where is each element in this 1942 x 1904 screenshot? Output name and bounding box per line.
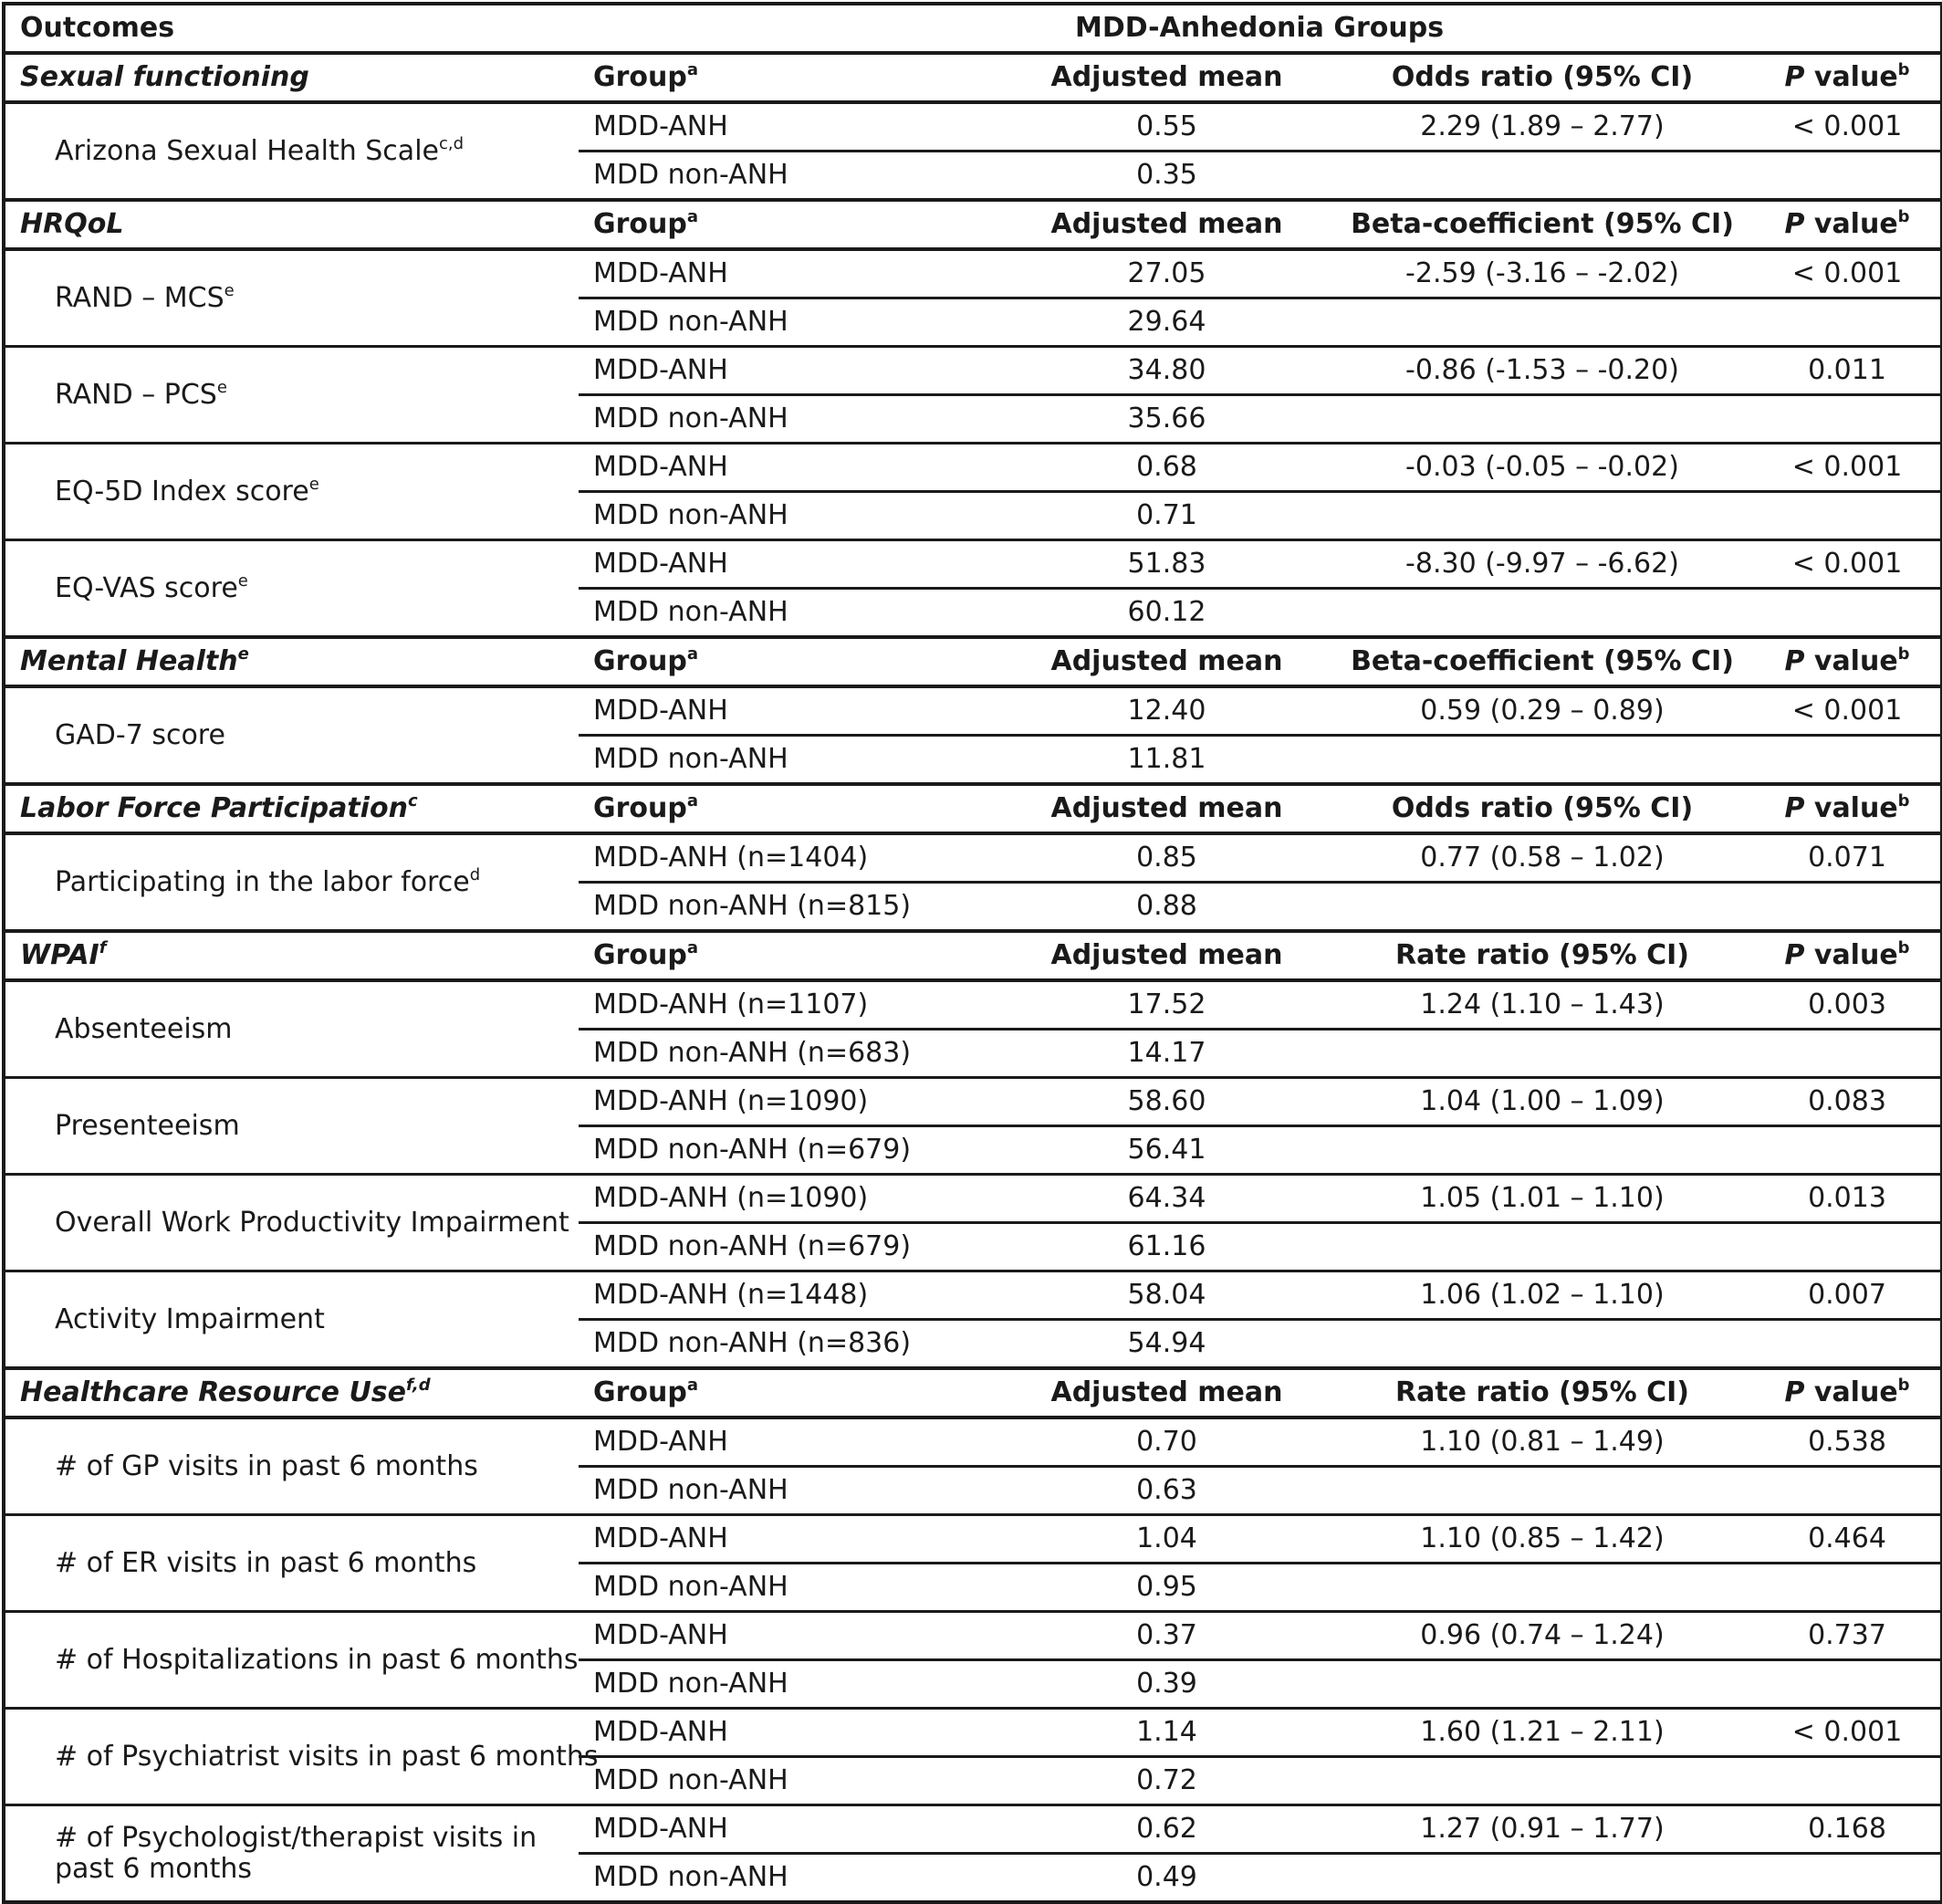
p-value-cell: 0.737 xyxy=(1754,1612,1942,1660)
outcome-label xyxy=(4,1271,579,1369)
p-value-cell xyxy=(1754,1320,1942,1369)
group-cell: MDD-ANH xyxy=(593,695,728,727)
p-value-header-text: value xyxy=(1804,1376,1898,1408)
adjusted-mean-cell: 0.88 xyxy=(1003,883,1331,932)
results-table xyxy=(2,2,1942,1904)
outcome-label-text: Arizona Sexual Health Scale xyxy=(55,134,439,167)
group-column-header xyxy=(579,53,1003,102)
outcome-footnote-marker: e xyxy=(216,377,227,397)
statistic-header: Odds ratio (95% CI) xyxy=(1331,53,1754,102)
adjusted-mean-cell: 58.60 xyxy=(1003,1078,1331,1126)
outcome-label xyxy=(4,444,579,540)
statistic-cell: 0.59 (0.29 – 0.89) xyxy=(1420,695,1665,727)
p-value-cell xyxy=(1754,1660,1942,1709)
outcome-label-text: Overall Work Productivity Impairment xyxy=(55,1206,569,1239)
outcome-label xyxy=(4,249,579,347)
group-cell: MDD-ANH (n=1090) xyxy=(579,1078,1003,1126)
adjusted-mean-cell: 1.04 xyxy=(1003,1515,1331,1564)
group-header-text: Group xyxy=(593,208,687,240)
statistic-header: Rate ratio (95% CI) xyxy=(1331,1368,1754,1418)
p-value-cell xyxy=(1754,589,1942,638)
group-cell: MDD non-ANH xyxy=(579,492,1003,540)
adjusted-mean-cell: 14.17 xyxy=(1003,1030,1331,1078)
group-cell: MDD non-ANH xyxy=(579,1757,1003,1805)
statistic-cell: -2.59 (-3.16 – -2.02) xyxy=(1405,257,1679,289)
table-row xyxy=(4,102,1942,152)
table-row xyxy=(4,1078,1942,1126)
p-value-cell: 0.464 xyxy=(1754,1515,1942,1564)
outcome-label xyxy=(4,1612,579,1709)
outcome-footnote-marker: c,d xyxy=(438,133,465,153)
p-value-cell xyxy=(1754,1030,1942,1078)
group-cell: MDD non-ANH (n=836) xyxy=(579,1320,1003,1369)
p-value-header xyxy=(1754,53,1942,102)
statistic-cell xyxy=(1331,1223,1754,1271)
group-cell: MDD non-ANH xyxy=(579,1660,1003,1709)
statistic-cell xyxy=(1331,1030,1754,1078)
adjusted-mean-cell: 0.95 xyxy=(1003,1564,1331,1612)
outcome-label xyxy=(4,1805,579,1903)
p-value-cell: 0.011 xyxy=(1754,347,1942,395)
p-value-header xyxy=(1754,931,1942,980)
group-column-header xyxy=(579,931,1003,980)
p-value-header-text: value xyxy=(1804,61,1898,93)
adjusted-mean-header: Adjusted mean xyxy=(1003,53,1331,102)
section-header-row xyxy=(4,1368,1942,1418)
table-row xyxy=(4,833,1942,883)
table-row xyxy=(4,1805,1942,1854)
outcome-label-text: EQ-VAS score xyxy=(55,571,238,604)
p-value-cell: < 0.001 xyxy=(1791,257,1903,289)
outcome-label-text: Absenteeism xyxy=(55,1012,233,1045)
group-footnote-marker: a xyxy=(686,1376,699,1395)
p-value-header xyxy=(1754,784,1942,833)
table-row xyxy=(4,347,1942,395)
adjusted-mean-cell: 58.04 xyxy=(1003,1271,1331,1320)
adjusted-mean-cell: 0.63 xyxy=(1003,1467,1331,1515)
outcome-label-text: EQ-5D Index score xyxy=(55,475,309,507)
statistic-cell xyxy=(1331,1660,1754,1709)
group-cell: MDD-ANH (n=1090) xyxy=(579,1175,1003,1223)
outcome-label xyxy=(4,686,579,784)
adjusted-mean-cell: 35.66 xyxy=(1003,395,1331,444)
group-header-text: Group xyxy=(593,61,687,93)
adjusted-mean-cell: 11.81 xyxy=(1003,736,1331,785)
p-value-header-p: P xyxy=(1784,939,1805,971)
adjusted-mean-cell: 0.62 xyxy=(1003,1805,1331,1854)
statistic-cell xyxy=(1331,1126,1754,1175)
adjusted-mean-header: Adjusted mean xyxy=(1003,637,1331,686)
outcome-label xyxy=(4,1418,579,1515)
p-value-footnote-marker: b xyxy=(1897,791,1910,811)
group-cell: MDD-ANH xyxy=(579,347,1003,395)
p-value-cell: 0.071 xyxy=(1808,842,1886,874)
outcome-label xyxy=(4,1515,579,1612)
p-value-header-text: value xyxy=(1804,792,1898,824)
outcomes-header: Outcomes xyxy=(20,12,175,44)
p-value-cell xyxy=(1754,152,1942,201)
p-value-cell xyxy=(1754,736,1942,785)
p-value-header-p: P xyxy=(1784,645,1805,677)
adjusted-mean-cell: 64.34 xyxy=(1003,1175,1331,1223)
p-value-cell: 0.003 xyxy=(1808,989,1886,1020)
group-cell: MDD non-ANH (n=679) xyxy=(579,1223,1003,1271)
group-cell: MDD-ANH xyxy=(579,1612,1003,1660)
p-value-footnote-marker: b xyxy=(1897,644,1910,664)
section-title-text: Mental Health xyxy=(20,645,238,677)
group-cell: MDD-ANH xyxy=(593,1426,728,1458)
p-value-cell: < 0.001 xyxy=(1754,540,1942,589)
statistic-cell: 1.06 (1.02 – 1.10) xyxy=(1331,1271,1754,1320)
table-row xyxy=(4,980,1942,1030)
statistic-cell xyxy=(1331,1564,1754,1612)
adjusted-mean-cell: 0.68 xyxy=(1003,444,1331,492)
p-value-header-p: P xyxy=(1784,61,1805,93)
outcome-label-text: Activity Impairment xyxy=(55,1302,325,1335)
section-title xyxy=(4,931,579,980)
outcome-label-text: Participating in the labor force xyxy=(55,865,470,898)
group-cell: MDD non-ANH xyxy=(579,589,1003,638)
group-cell: MDD non-ANH xyxy=(579,395,1003,444)
group-column-header xyxy=(579,200,1003,249)
table-row xyxy=(4,1271,1942,1320)
adjusted-mean-cell: 29.64 xyxy=(1003,298,1331,347)
p-value-header-text: value xyxy=(1804,645,1898,677)
p-value-cell xyxy=(1754,1564,1942,1612)
group-cell: MDD non-ANH (n=679) xyxy=(579,1126,1003,1175)
p-value-cell: 0.538 xyxy=(1808,1426,1886,1458)
statistic-cell xyxy=(1331,883,1754,932)
p-value-cell xyxy=(1754,1854,1942,1903)
adjusted-mean-cell: 0.55 xyxy=(1136,110,1197,142)
p-value-cell xyxy=(1754,1126,1942,1175)
outcome-label-text: # of Hospitalizations in past 6 months xyxy=(55,1643,579,1676)
statistic-cell: 1.24 (1.10 – 1.43) xyxy=(1420,989,1665,1020)
section-footnote-marker: c xyxy=(407,791,418,811)
adjusted-mean-cell: 0.35 xyxy=(1003,152,1331,201)
outcome-label-text: RAND – MCS xyxy=(55,281,224,314)
statistic-cell xyxy=(1331,298,1754,347)
adjusted-mean-cell: 51.83 xyxy=(1003,540,1331,589)
section-title xyxy=(4,200,579,249)
adjusted-mean-cell: 61.16 xyxy=(1003,1223,1331,1271)
adjusted-mean-cell: 0.37 xyxy=(1003,1612,1331,1660)
group-cell: MDD-ANH xyxy=(593,257,728,289)
statistic-cell xyxy=(1331,1320,1754,1369)
outcome-label-text: # of ER visits in past 6 months xyxy=(55,1546,477,1579)
adjusted-mean-cell: 0.49 xyxy=(1003,1854,1331,1903)
table-row xyxy=(4,249,1942,298)
outcome-label xyxy=(4,833,579,931)
section-title xyxy=(4,637,579,686)
p-value-cell: < 0.001 xyxy=(1791,110,1903,142)
statistic-cell: 1.05 (1.01 – 1.10) xyxy=(1331,1175,1754,1223)
section-header-row xyxy=(4,200,1942,249)
p-value-header-text: value xyxy=(1804,939,1898,971)
adjusted-mean-cell: 17.52 xyxy=(1127,989,1206,1020)
statistic-header: Rate ratio (95% CI) xyxy=(1331,931,1754,980)
group-cell: MDD-ANH (n=1404) xyxy=(593,842,869,874)
statistic-header: Beta-coefficient (95% CI) xyxy=(1331,637,1754,686)
group-cell: MDD non-ANH (n=683) xyxy=(579,1030,1003,1078)
statistic-cell: 1.04 (1.00 – 1.09) xyxy=(1331,1078,1754,1126)
p-value-header-p: P xyxy=(1784,208,1805,240)
p-value-cell: < 0.001 xyxy=(1754,1709,1942,1757)
outcome-label xyxy=(4,102,579,200)
group-cell: MDD-ANH xyxy=(579,1805,1003,1854)
table-row xyxy=(4,1612,1942,1660)
p-value-cell xyxy=(1754,492,1942,540)
p-value-cell xyxy=(1754,1757,1942,1805)
p-value-header-text: value xyxy=(1804,208,1898,240)
section-header-row xyxy=(4,637,1942,686)
p-value-cell: < 0.001 xyxy=(1754,444,1942,492)
table-row xyxy=(4,444,1942,492)
section-title-text: WPAI xyxy=(20,939,99,971)
statistic-cell xyxy=(1331,152,1754,201)
group-cell: MDD non-ANH xyxy=(579,1467,1003,1515)
p-value-footnote-marker: b xyxy=(1897,938,1910,957)
section-title xyxy=(4,53,579,102)
statistic-cell: 1.10 (0.81 – 1.49) xyxy=(1420,1426,1665,1458)
group-cell: MDD non-ANH xyxy=(579,298,1003,347)
outcome-footnote-marker: d xyxy=(469,864,481,884)
adjusted-mean-cell: 34.80 xyxy=(1003,347,1331,395)
p-value-header-p: P xyxy=(1784,1376,1805,1408)
group-cell: MDD non-ANH (n=815) xyxy=(579,883,1003,932)
section-header-row xyxy=(4,784,1942,833)
statistic-cell: 0.77 (0.58 – 1.02) xyxy=(1420,842,1665,874)
section-title-text: Sexual functioning xyxy=(20,61,309,93)
statistic-cell xyxy=(1331,492,1754,540)
outcome-label xyxy=(4,1175,579,1271)
section-title-text: Labor Force Participation xyxy=(20,792,408,824)
p-value-header-p: P xyxy=(1784,792,1805,824)
adjusted-mean-cell: 0.70 xyxy=(1136,1426,1197,1458)
group-cell: MDD-ANH xyxy=(579,1515,1003,1564)
outcome-footnote-marker: e xyxy=(308,474,319,494)
group-cell: MDD non-ANH xyxy=(579,736,1003,785)
group-cell: MDD-ANH xyxy=(579,444,1003,492)
statistic-cell: -8.30 (-9.97 – -6.62) xyxy=(1331,540,1754,589)
table-row xyxy=(4,686,1942,736)
group-footnote-marker: a xyxy=(686,938,699,957)
statistic-cell xyxy=(1331,395,1754,444)
adjusted-mean-cell: 54.94 xyxy=(1003,1320,1331,1369)
p-value-header xyxy=(1754,1368,1942,1418)
p-value-cell: 0.007 xyxy=(1754,1271,1942,1320)
group-footnote-marker: a xyxy=(686,60,699,79)
adjusted-mean-header: Adjusted mean xyxy=(1003,931,1331,980)
p-value-header xyxy=(1754,200,1942,249)
group-header-text: Group xyxy=(593,645,687,677)
adjusted-mean-cell: 1.14 xyxy=(1003,1709,1331,1757)
p-value-cell xyxy=(1754,1467,1942,1515)
statistic-cell xyxy=(1331,589,1754,638)
group-column-header xyxy=(579,637,1003,686)
group-footnote-marker: a xyxy=(686,207,699,226)
adjusted-mean-header: Adjusted mean xyxy=(1003,200,1331,249)
p-value-cell xyxy=(1754,395,1942,444)
group-cell: MDD non-ANH xyxy=(579,152,1003,201)
outcome-label xyxy=(4,540,579,638)
outcome-label-text: Presenteeism xyxy=(55,1109,240,1142)
adjusted-mean-header: Adjusted mean xyxy=(1003,784,1331,833)
table-row xyxy=(4,540,1942,589)
table-row xyxy=(4,1515,1942,1564)
section-header-row xyxy=(4,931,1942,980)
group-footnote-marker: a xyxy=(686,644,699,664)
statistic-header: Odds ratio (95% CI) xyxy=(1331,784,1754,833)
statistic-cell: 1.27 (0.91 – 1.77) xyxy=(1331,1805,1754,1854)
group-cell: MDD-ANH (n=1107) xyxy=(593,989,869,1020)
group-column-header xyxy=(579,784,1003,833)
p-value-cell: 0.083 xyxy=(1754,1078,1942,1126)
adjusted-mean-cell: 60.12 xyxy=(1003,589,1331,638)
p-value-footnote-marker: b xyxy=(1897,1376,1910,1395)
outcome-footnote-marker: e xyxy=(237,570,248,591)
outcome-footnote-marker: e xyxy=(224,280,235,300)
p-value-footnote-marker: b xyxy=(1897,60,1910,79)
statistic-cell: -0.03 (-0.05 – -0.02) xyxy=(1331,444,1754,492)
section-header-row xyxy=(4,53,1942,102)
adjusted-mean-cell: 56.41 xyxy=(1003,1126,1331,1175)
adjusted-mean-cell: 0.39 xyxy=(1003,1660,1331,1709)
table-row xyxy=(4,1418,1942,1467)
outcome-label xyxy=(4,1078,579,1175)
group-header-text: Group xyxy=(593,792,687,824)
adjusted-mean-cell: 0.72 xyxy=(1003,1757,1331,1805)
outcome-label-text: RAND – PCS xyxy=(55,378,217,411)
section-title-text: HRQoL xyxy=(20,208,124,240)
p-value-cell: 0.013 xyxy=(1754,1175,1942,1223)
group-header-text: Group xyxy=(593,939,687,971)
group-cell: MDD-ANH xyxy=(593,110,728,142)
statistic-cell: 1.60 (1.21 – 2.11) xyxy=(1331,1709,1754,1757)
group-cell: MDD-ANH xyxy=(579,1709,1003,1757)
section-title xyxy=(4,1368,579,1418)
p-value-cell xyxy=(1754,298,1942,347)
p-value-header xyxy=(1754,637,1942,686)
outcome-label xyxy=(4,980,579,1078)
adjusted-mean-cell: 12.40 xyxy=(1127,695,1206,727)
group-cell: MDD non-ANH xyxy=(579,1564,1003,1612)
outcome-label-text: # of GP visits in past 6 months xyxy=(55,1449,478,1482)
statistic-cell xyxy=(1331,1757,1754,1805)
p-value-cell: < 0.001 xyxy=(1791,695,1903,727)
group-cell: MDD non-ANH xyxy=(579,1854,1003,1903)
group-footnote-marker: a xyxy=(686,791,699,811)
group-header-text: Group xyxy=(593,1376,687,1408)
outcome-label xyxy=(4,1709,599,1805)
groups-header: MDD-Anhedonia Groups xyxy=(1074,12,1445,44)
p-value-footnote-marker: b xyxy=(1897,207,1910,226)
statistic-cell: -0.86 (-1.53 – -0.20) xyxy=(1331,347,1754,395)
section-title-text: Healthcare Resource Use xyxy=(20,1376,407,1408)
table-row xyxy=(4,1709,1942,1757)
adjusted-mean-cell: 27.05 xyxy=(1127,257,1206,289)
outcome-label xyxy=(4,347,579,444)
p-value-cell xyxy=(1754,883,1942,932)
statistic-cell: 0.96 (0.74 – 1.24) xyxy=(1331,1612,1754,1660)
adjusted-mean-header: Adjusted mean xyxy=(1003,1368,1331,1418)
outcome-label-text: # of Psychiatrist visits in past 6 months xyxy=(55,1740,599,1773)
table-header-row xyxy=(4,4,1942,53)
adjusted-mean-cell: 0.71 xyxy=(1003,492,1331,540)
outcome-label-text: # of Psychologist/therapist visits in past 6 months xyxy=(55,1821,538,1885)
statistic-cell xyxy=(1331,1854,1754,1903)
statistic-cell xyxy=(1331,736,1754,785)
statistic-header: Beta-coefficient (95% CI) xyxy=(1331,200,1754,249)
section-footnote-marker: f xyxy=(99,938,107,957)
p-value-cell: 0.168 xyxy=(1754,1805,1942,1854)
statistic-cell: 1.10 (0.85 – 1.42) xyxy=(1331,1515,1754,1564)
section-footnote-marker: e xyxy=(237,644,249,664)
statistic-cell: 2.29 (1.89 – 2.77) xyxy=(1420,110,1665,142)
adjusted-mean-cell: 0.85 xyxy=(1136,842,1197,874)
section-footnote-marker: f,d xyxy=(406,1376,431,1395)
group-cell: MDD-ANH xyxy=(579,540,1003,589)
section-title xyxy=(4,784,579,833)
p-value-cell xyxy=(1754,1223,1942,1271)
table-row xyxy=(4,1175,1942,1223)
statistic-cell xyxy=(1331,1467,1754,1515)
group-cell: MDD-ANH (n=1448) xyxy=(579,1271,1003,1320)
group-column-header xyxy=(579,1368,1003,1418)
outcome-label-text: GAD-7 score xyxy=(55,718,225,751)
